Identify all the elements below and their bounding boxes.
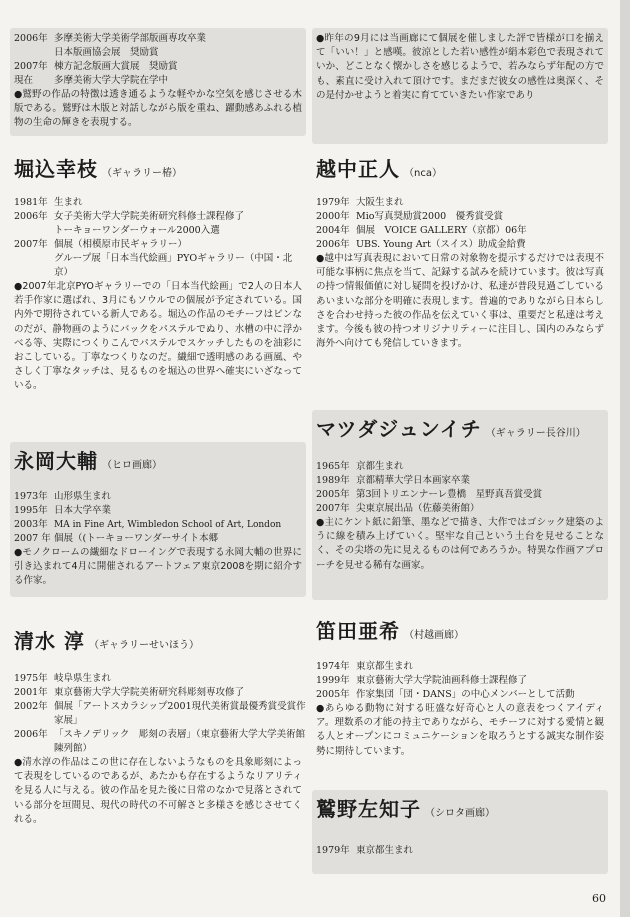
artist-history (10, 478, 306, 546)
history-row: 2006年 多摩美術大学美術学部版画専攻卒業 (14, 33, 207, 44)
history-row: グループ展「日本当代絵画」PYOギャラリー（中国・北京） (54, 253, 293, 278)
gallery-name: （ヒロ画廊） (102, 460, 162, 471)
artist-shimizu (10, 622, 306, 827)
gallery-name: （nca） (404, 168, 442, 179)
artist-description: ●主にケント紙に鉛筆、墨などで描き、大作ではゴシック建築のように線を積み上げていく。堅牢な自己という土台を見せることなく、その尖塔の先に見えるものは何であろうか。特異な作画アプローチを見せる稀有な画家。 (316, 517, 604, 571)
wasino-description: ●鷲野の作品の特徴は透き通るような軽やかな空気を感じさせる木版である。鷲野は木版と対話しながら版を重ね、躍動感あふれる植物の生命の輝きを表現する。 (14, 89, 302, 129)
history-row: 2003年 MA in Fine Art, Wimbledon School of Art, London (14, 519, 282, 530)
artist-name: 堀込幸枝 (14, 157, 98, 181)
artist-history (312, 446, 608, 516)
artist-name: 越中正人 (316, 157, 400, 181)
artist-description: ●清水淳の作品はこの世に存在しないようなものを具象彫刻によって表現をしているのであるが、あたかも存在するようなリアリティを見る人に与える。彼の作品を見た後に日常のなかで見落とされている部分を垣間見、現代の時代の不可解さと多様さを感じさせてくれる。 (14, 757, 302, 825)
history-row: 2006年 「スキノデリック 彫刻の表層」（東京藝術大学大学美術館陳列館） (14, 729, 306, 754)
history-row: 2001年 東京藝術大学大学院美術研究科彫刻専攻修了 (14, 687, 245, 698)
history-row: 1979年 大阪生まれ (316, 197, 404, 208)
artist-header (10, 442, 306, 478)
artist-description: ●2007年北京PYOギャラリーでの「日本当代絵画」で2人の日本人若手作家に選ばれ、3月にもソウルでの個展が予定されている。国内外で期待されている新人である。堀込の作品のモチーフはビンなのだが、静物画のようにバックをパステルでぬり、水槽の中に浮かべる等、実際につくりこんでパステルでスケッチしたものを油彩におこしている。丁寧なつくりなのだ。繊細で透明感のある画風、やさしく丁寧なタッチは、見るものを堀込の世界へ確実にいざなっている。 (14, 281, 302, 392)
history-row: 1965年 京都生まれ (316, 461, 404, 472)
history-row: 1989年 京都精華大学日本画家卒業 (316, 475, 471, 486)
artist-horigome (10, 150, 306, 394)
artist-history (312, 648, 608, 702)
artist-description: ●越中は写真表現において日常の対象物を提示するだけでは表現不可能な事柄に焦点を当て、記録する試みを続けています。彼は写真の持つ情報価値に対し疑問を投げかけ、私達が普段見過ごしているあいまいな部分を明確に表現します。普遍的でありながら日本らしさを合わせ持った彼の作品を伝えていく事は、重要だと私達は考えます。今後も彼の持つオリジナリティーに注目し、国内のみならず海外へ向けても発信していきます。 (316, 253, 604, 350)
page-binding-edge (620, 0, 630, 917)
history-row: 1974年 東京都生まれ (316, 661, 414, 672)
artist-name: マツダジュンイチ (316, 417, 482, 441)
wasino-history (10, 28, 306, 88)
history-row: 1995年 日本大学卒業 (14, 505, 112, 516)
prev-artist-block (312, 28, 608, 144)
history-row: 2006年 女子美術大学大学院美術研究科修士課程修了 (14, 211, 245, 222)
artist-header (312, 410, 608, 446)
page-number: 60 (592, 892, 606, 905)
history-row: 1981年 生まれ (14, 197, 83, 208)
gallery-name: （村越画廊） (404, 630, 464, 641)
artist-name: 笛田亜希 (316, 619, 400, 643)
artist-history (312, 826, 608, 858)
artist-name: 清水 淳 (14, 629, 85, 653)
artist-header (312, 150, 608, 186)
artist-header (10, 150, 306, 186)
history-row: 1975年 岐阜県生まれ (14, 673, 112, 684)
artist-history (10, 658, 306, 756)
history-row: 現在 多摩美術大学大学院在学中 (14, 75, 169, 86)
history-row: 2006年 UBS. Young Art（スイス）助成金給費 (316, 239, 526, 250)
artist-fueda (312, 612, 608, 759)
artist-header (312, 790, 608, 826)
artist-matsuda (312, 410, 608, 600)
artist-header (10, 622, 306, 658)
history-row: 2007年 棟方記念版画大賞展 奨励賞 (14, 61, 178, 72)
artist-nagaoka (10, 442, 306, 597)
artist-header (312, 612, 608, 648)
history-row: 2005年 第3回トリエンナーレ豊橋 星野真吾賞受賞 (316, 489, 543, 500)
wasino-bio-block (10, 28, 306, 136)
artist-description: ●あらゆる動物に対する旺盛な好奇心と人の意表をつくアイディア。理数系の才能の持主でありながら、モチーフに対する愛情と観る人とオープンにコミュニケーションを取ろうとする誠実な制作姿勢に期待しています。 (316, 703, 604, 757)
prev-artist-description: ●昨年の9月には当画廊にて個展を催しました評で皆様が口を揃えて「いい！」と感嘆。彼涼とした若い感性が絹本彩色で表現されていか、どことなく懐かしさを感じるようで、若みならず年配の方でも、素直に受け入れて頂けです。まだまだ彼女の感性は奥深く、その是付かせようと着実に育てていきたい作家であり (316, 33, 604, 101)
history-row: 1973年 山形県生まれ (14, 491, 112, 502)
gallery-name: （ギャラリー長谷川） (485, 428, 586, 439)
artist-etchu (312, 150, 608, 351)
history-row: 2007年 尖東京展出品（佐藤美術館） (316, 503, 480, 514)
history-row: 1999年 東京藝術大学大学院油画科修士課程修了 (316, 675, 528, 686)
gallery-name: （ギャラリー椿） (102, 168, 182, 179)
gallery-name: （ギャラリーせいほう） (88, 640, 199, 651)
history-row: 2005年 作家集団「団・DANS」の中心メンバーとして活動 (316, 689, 575, 700)
artist-description: ●モノクロームの繊細なドローイングで表現する永岡大輔の世界に引き込まれて4月に開催されるアートフェア東京2008を期に紹介する作家。 (14, 547, 302, 587)
artist-name: 永岡大輔 (14, 449, 98, 473)
history-row: 2002年 個展「アートスカラシップ2001現代美術賞最優秀賞受賞作家展」 (14, 701, 306, 726)
artist-washino (312, 790, 608, 874)
history-row: 2000年 Mio写真奨励賞2000 優秀賞受賞 (316, 211, 504, 222)
gallery-name: （シロタ画廊） (425, 808, 495, 819)
history-row: 1979年 東京都生まれ (316, 845, 414, 856)
history-row: 2007年 個展（相模原市民ギャラリー） (14, 239, 188, 250)
artist-history (10, 186, 306, 280)
history-row: トーキョーワンダーウォール2000入選 (54, 225, 220, 236)
artist-name: 鷲野左知子 (316, 797, 421, 821)
history-row: 2007 年 個展（(トーキョーワンダーサイト本郷 (14, 533, 219, 544)
history-row: 日本版画協会展 奨励賞 (54, 47, 159, 58)
artist-history (312, 186, 608, 252)
history-row: 2004年 個展 VOICE GALLERY（京都）06年 (316, 225, 527, 236)
